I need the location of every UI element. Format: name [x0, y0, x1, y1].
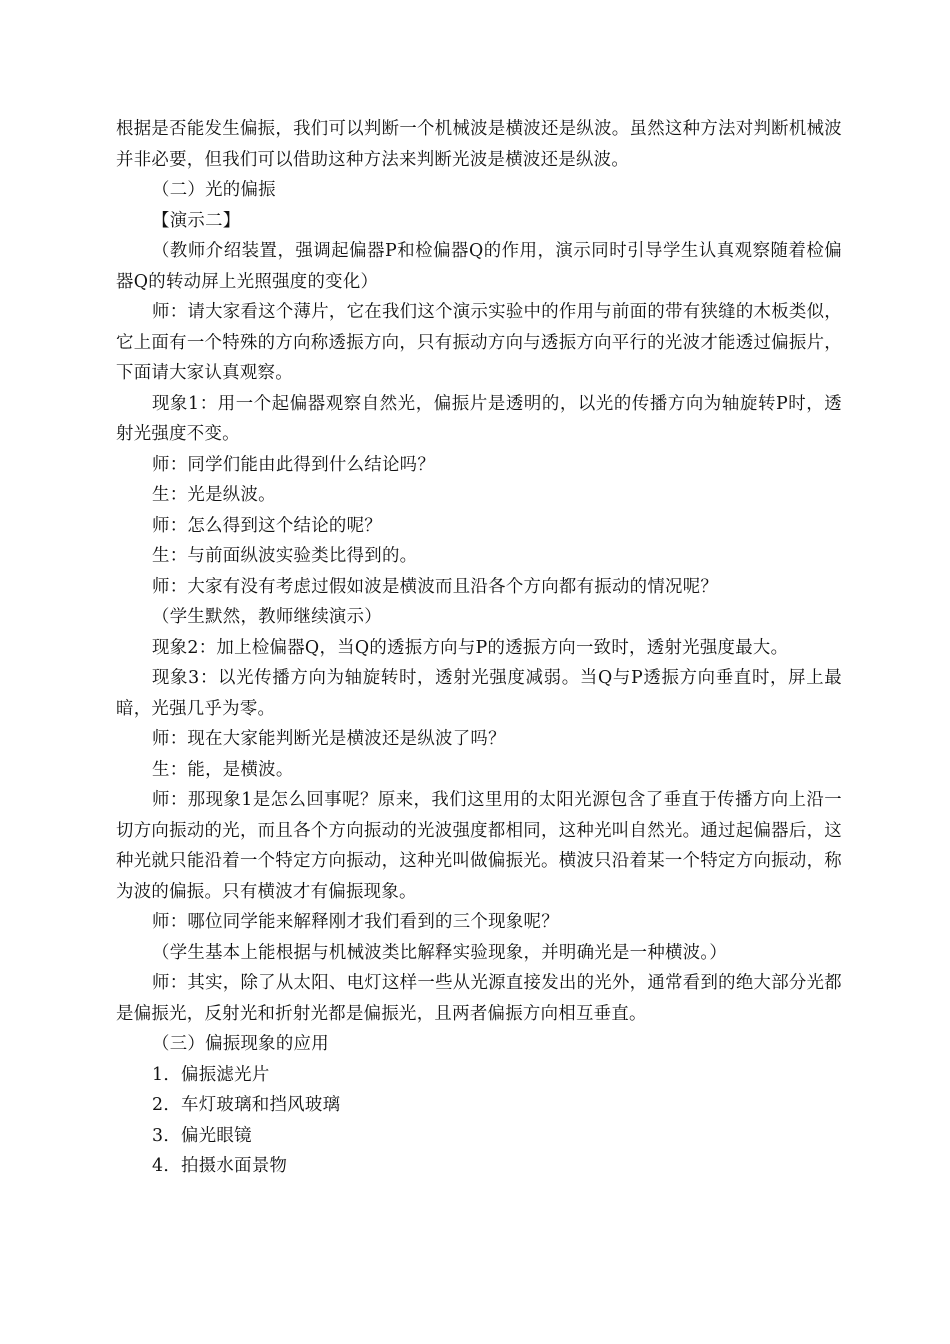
section-heading-light-polarization: （二）光的偏振: [152, 180, 276, 200]
student-line: 生：能，是横波。: [152, 759, 294, 780]
teacher-line: 师：哪位同学能来解释刚才我们看到的三个现象呢？: [152, 912, 559, 932]
teacher-line: 师：大家有没有考虑过假如波是横波而且沿各个方向都有振动的情况呢？: [152, 576, 719, 597]
paragraph-continuation: 根据是否能发生偏振，我们可以判断一个机械波是横波还是纵波。虽然这种方法对判断机械波并非必要，但我们可以借助这种方法来判断光波是横波还是纵波。: [116, 119, 842, 170]
phenomenon-2: 现象2：加上检偏器Q，当Q的透振方向与P的透振方向一致时，透射光强度最大。: [152, 637, 789, 658]
student-line: 生：与前面纵波实验类比得到的。: [152, 546, 418, 566]
teacher-line: 师：同学们能由此得到什么结论吗？: [152, 454, 436, 475]
phenomenon-1: 现象1：用一个起偏器观察自然光，偏振片是透明的，以光的传播方向为轴旋转P时，透射光强度不变。: [116, 393, 842, 444]
teacher-line: 师：请大家看这个薄片，它在我们这个演示实验中的作用与前面的带有狭缝的木板类似，它上面有一个特殊的方向称透振方向，只有振动方向与透振方向平行的光波才能透过偏振片，下面请大家认真观察。: [116, 302, 842, 383]
stage-note: （学生基本上能根据与机械波类比解释实验现象，并明确光是一种横波。）: [152, 942, 728, 963]
teacher-line: 师：现在大家能判断光是横波还是纵波了吗？: [152, 729, 506, 749]
list-item: 2．车灯玻璃和挡风玻璃: [152, 1095, 341, 1115]
teacher-explanation: 师：那现象1是怎么回事呢？原来，我们这里用的太阳光源包含了垂直于传播方向上沿一切方向振动的光，而且各个方向振动的光波强度都相同，这种光叫自然光。通过起偏器后，这种光就只能沿着一个特定方向振动，这种光叫做偏振光。横波只沿着某一个特定方向振动，称为波的偏振。只有横波才有偏振现象。: [116, 790, 842, 902]
teacher-line: 师：怎么得到这个结论的呢？: [152, 515, 382, 536]
section-heading-applications: （三）偏振现象的应用: [152, 1034, 329, 1054]
list-item: 1．偏振滤光片: [152, 1064, 270, 1085]
list-item: 3．偏光眼镜: [152, 1125, 252, 1146]
list-item: 4．拍摄水面景物: [152, 1156, 288, 1176]
phenomenon-3: 现象3：以光传播方向为轴旋转时，透射光强度减弱。当Q与P透振方向垂直时，屏上最暗，光强几乎为零。: [116, 668, 842, 719]
stage-note: （学生默然，教师继续演示）: [152, 607, 382, 627]
student-line: 生：光是纵波。: [152, 485, 276, 505]
teacher-explanation: 师：其实，除了从太阳、电灯这样一些从光源直接发出的光外，通常看到的绝大部分光都是偏振光，反射光和折射光都是偏振光，且两者偏振方向相互垂直。: [116, 973, 842, 1024]
document-page: [116, 114, 842, 1182]
demo-heading: 【演示二】: [152, 210, 241, 231]
teacher-note: （教师介绍装置，强调起偏器P和检偏器Q的作用，演示同时引导学生认真观察随着检偏器Q的转动屏上光照强度的变化）: [116, 241, 842, 292]
